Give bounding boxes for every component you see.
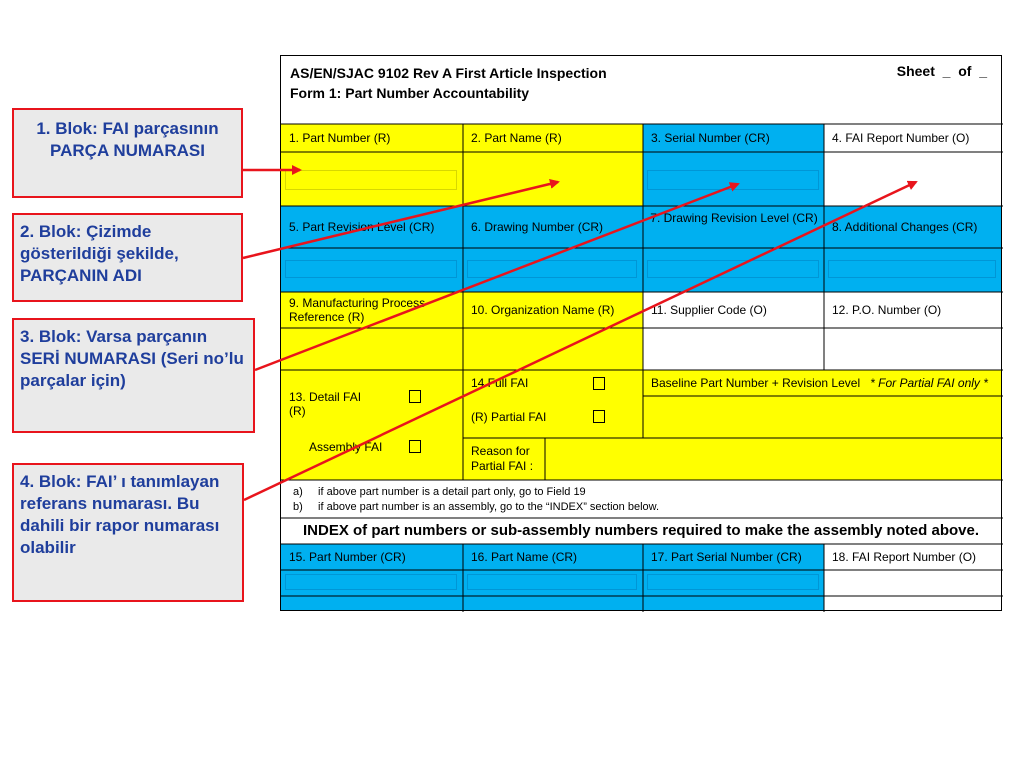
field-2-text: 2. Part Name (R) [471, 131, 562, 145]
field-11-text: 11. Supplier Code (O) [651, 303, 767, 317]
annotation-block-4 [12, 463, 244, 602]
partial-fai-checkbox[interactable] [593, 410, 605, 423]
index-header [281, 518, 1001, 544]
field-4-text: 4. FAI Report Number (O) [832, 131, 970, 145]
index-header-text: INDEX of part numbers or sub-assembly numbers required to make the assembly noted above. [302, 522, 979, 539]
field-14-full: 14 Full FAI [471, 376, 529, 390]
field-7-label [643, 206, 824, 248]
field-17-value-1[interactable] [643, 570, 824, 596]
field-10-value[interactable] [463, 328, 643, 370]
field-10-text: 10. Organization Name (R) [471, 303, 615, 317]
field-15-value-2[interactable] [281, 596, 463, 610]
baseline-note: * For Partial FAI only * [870, 376, 988, 390]
field-12-value[interactable] [824, 328, 1001, 370]
field-13-line1: 13. Detail FAI [289, 390, 362, 404]
field-15-value-1[interactable] [281, 570, 463, 596]
annotation-block-2-text: 2. Blok: Çizimde gösterildiği şekilde, PARÇANIN ADI [20, 222, 179, 285]
field-16-label [463, 544, 643, 570]
baseline-value[interactable] [643, 396, 1001, 438]
full-fai-checkbox[interactable] [593, 377, 605, 390]
field-8-label [824, 206, 1001, 248]
form-title-line1: AS/EN/SJAC 9102 Rev A First Article Inspection [290, 65, 607, 81]
field-17-value-2[interactable] [643, 596, 824, 610]
field-13-line2: (R) [289, 404, 306, 418]
form-header [281, 56, 1001, 124]
baseline-text [651, 376, 988, 390]
field-9-text: 9. Manufacturing Process Reference (R) [289, 296, 426, 324]
field-18-text: 18. FAI Report Number (O) [832, 550, 977, 564]
field-7-text: 7. Drawing Revision Level (CR) [650, 211, 818, 225]
field-6-label [463, 206, 643, 248]
field-16-value-2[interactable] [463, 596, 643, 610]
field-9-label [281, 292, 463, 328]
field-14-fai-type [463, 370, 643, 438]
annotation-block-2 [12, 213, 243, 302]
baseline-label [643, 370, 1001, 396]
field-5-label [281, 206, 463, 248]
field-17-label [643, 544, 824, 570]
form-title [290, 63, 607, 103]
field-16-value-1[interactable] [463, 570, 643, 596]
fai-form [280, 55, 1002, 611]
field-2-value[interactable] [463, 152, 643, 206]
field-3-text: 3. Serial Number (CR) [651, 131, 770, 145]
reason-label [463, 438, 545, 480]
sheet-label: Sheet _ of _ [896, 63, 987, 79]
field-4-label [824, 124, 1001, 152]
field-8-text: 8. Additional Changes (CR) [832, 220, 978, 234]
field-16-text: 16. Part Name (CR) [471, 550, 578, 564]
annotation-block-1-text: 1. Blok: FAI parçasının PARÇA NUMARASI [36, 119, 219, 160]
field-2-label [463, 124, 643, 152]
field-1-text: 1. Part Number (R) [289, 131, 391, 145]
annotation-block-4-text: 4. Blok: FAI’ ı tanımlayan referans numarası. Bu dahili bir rapor numarası olabilir [20, 472, 220, 557]
field-15-text: 15. Part Number (CR) [289, 550, 406, 564]
field-3-label [643, 124, 824, 152]
field-11-value[interactable] [643, 328, 824, 370]
field-3-value[interactable] [643, 152, 824, 206]
field-4-value[interactable] [824, 152, 1001, 206]
field-1-label [281, 124, 463, 152]
field-18-value-2[interactable] [824, 596, 1001, 610]
field-8-value[interactable] [824, 248, 1001, 292]
field-12-text: 12. P.O. Number (O) [832, 303, 942, 317]
field-6-value[interactable] [463, 248, 643, 292]
field-7-value[interactable] [643, 248, 824, 292]
baseline-main: Baseline Part Number + Revision Level [651, 376, 861, 390]
reason-value[interactable] [545, 438, 1001, 480]
instructions [281, 480, 1001, 518]
field-1-value[interactable] [281, 152, 463, 206]
field-5-value[interactable] [281, 248, 463, 292]
form-title-line2: Form 1: Part Number Accountability [290, 85, 530, 101]
note-a: a) if above part number is a detail part only, go to Field 19 [293, 486, 586, 498]
field-6-text: 6. Drawing Number (CR) [471, 220, 604, 234]
annotation-block-1 [12, 108, 243, 198]
field-11-label [643, 292, 824, 328]
detail-fai-checkbox[interactable] [409, 390, 421, 403]
field-13-detail-fai [281, 370, 463, 480]
field-14-partial: (R) Partial FAI [471, 410, 547, 424]
field-15-label [281, 544, 463, 570]
field-9-value[interactable] [281, 328, 463, 370]
reason-line1: Reason for [471, 444, 530, 458]
field-13-assembly: Assembly FAI [309, 440, 383, 454]
field-5-text: 5. Part Revision Level (CR) [289, 220, 435, 234]
assembly-fai-checkbox[interactable] [409, 440, 421, 453]
field-12-label [824, 292, 1001, 328]
note-b: b) if above part number is an assembly, go to the “INDEX” section below. [293, 501, 660, 513]
field-10-label [463, 292, 643, 328]
field-17-text: 17. Part Serial Number (CR) [651, 550, 802, 564]
reason-line2: Partial FAI : [471, 459, 534, 473]
field-18-value-1[interactable] [824, 570, 1001, 596]
annotation-block-3-text: 3. Blok: Varsa parçanın SERİ NUMARASI (Seri no’lu parçalar için) [20, 327, 244, 390]
field-18-label [824, 544, 1001, 570]
annotation-block-3 [12, 318, 255, 433]
